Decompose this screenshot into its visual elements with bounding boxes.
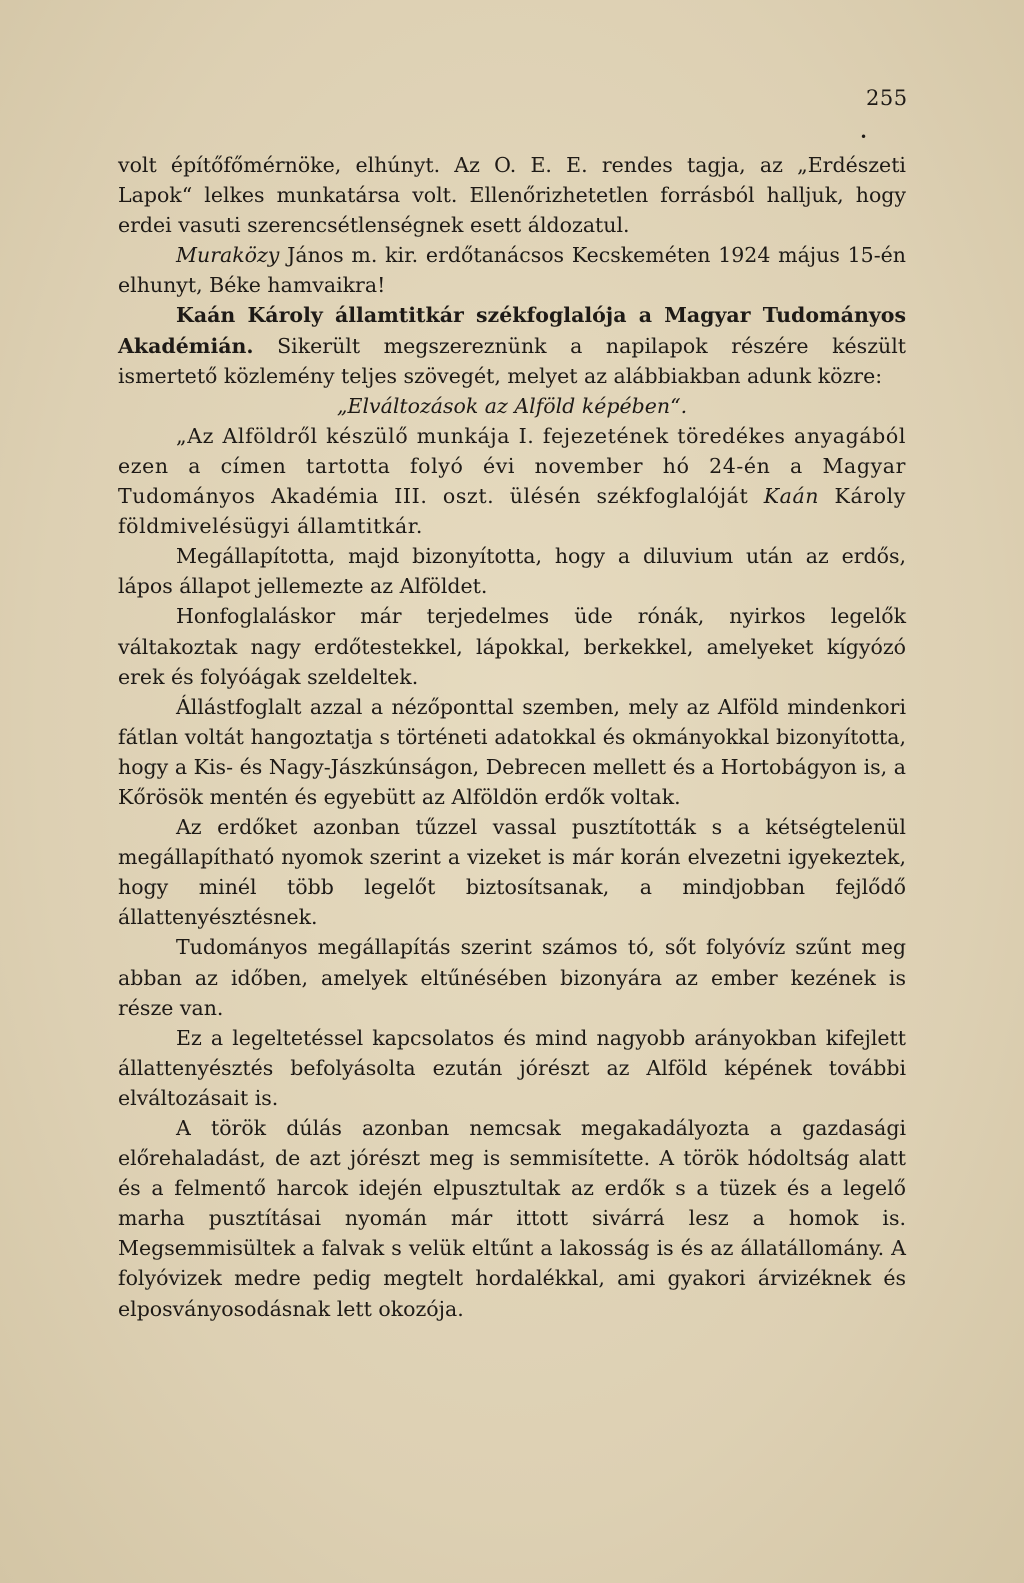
paragraph-announcement: [118, 300, 906, 390]
lecture-title: „Elváltozások az Alföld képében“.: [336, 393, 688, 418]
paragraph: Ez a legeltetéssel kapcsolatos és mind nagyobb arányokban kifejlett állattenyésztés befolyásolta ezután jórészt az Alföld képének további elváltozásait is.: [118, 1025, 906, 1110]
paragraph-text: Károly földmivelésügyi államtitkár.: [118, 484, 906, 539]
page-number: 255: [866, 86, 908, 110]
paragraph-text: János m. kir. erdőtanácsos Kecskeméten 1924 május 15-én elhunyt, Béke hamvaikra!: [118, 243, 906, 298]
bullet-mark: •: [860, 130, 868, 144]
paragraph: Tudományos megállapítás szerint számos tó, sőt folyóvíz szűnt meg abban az időben, amelyek eltűnésében bizonyára az ember kezének is része van.: [118, 935, 906, 1020]
person-name: Muraközy: [176, 243, 280, 268]
paragraph-obituary-1: volt építőfőmérnöke, elhúnyt. Az O. E. E. rendes tagja, az „Erdészeti Lapok“ lelkes munkatársa volt. Ellenőrizhetetlen forrásból halljuk, hogy erdei vasuti szerencsétlenségnek esett áldozatul.: [118, 153, 906, 238]
paragraph-obituary-2: [118, 240, 906, 300]
paragraph-intro: [118, 421, 906, 541]
person-name: Kaán: [763, 484, 820, 509]
paragraph: Az erdőket azonban tűzzel vassal pusztították s a kétségtelenül megállapítható nyomok szerint a vizeket is már korán elvezetni igyekeztek, hogy minél több legelőt biztosítsanak, a mindjobban fejlődő állattenyésztésnek.: [118, 815, 906, 930]
paragraph: A török dúlás azonban nemcsak megakadályozta a gazdasági előrehaladást, de azt jórészt meg is semmisítette. A török hódoltság alatt és a felmentő harcok idején elpusztultak az erdők s a tüzek és a legelő marha pusztításai nyomán már ittott sivárrá lesz a homok is. Megsemmisültek a falvak s velük eltűnt a lakosság is és az állatállomány. A folyóvizek medre pedig megtelt hordalékkal, ami gyakori árvizéknek és elposványosodásnak lett okozója.: [118, 1116, 906, 1321]
paragraph: Állástfoglalt azzal a nézőponttal szemben, mely az Alföld mindenkori fátlan voltát hangoztatja s történeti adatokkal és okmányokkal bizonyította, hogy a Kis- és Nagy-Jászkúnságon, Debrecen mellett és a Hortobágyon is, a Kőrösök mentén és egyebütt az Alföldön erdők voltak.: [118, 694, 906, 809]
paragraph: Megállapította, majd bizonyította, hogy a diluvium után az erdős, lápos állapot jellemezte az Alföldet.: [118, 544, 906, 599]
paragraph-text: Sikerült megszereznünk a napilapok részére készült ismertető közlemény teljes szövegét, melyet az alábbiakban adunk közre:: [118, 333, 906, 388]
section-heading: Kaán Károly államtitkár székfoglalója a Magyar Tudományos Akadémián.: [118, 303, 906, 358]
paragraph-text: „Az Alföldről készülő munkája I. fejezetének töredékes anyagából ezen a címen tartotta folyó évi november hó 24-én a Magyar Tudományos Akadémia III. oszt. ülésén székfoglalóját: [118, 423, 906, 509]
body-text: [118, 150, 906, 1324]
paragraph: Honfoglaláskor már terjedelmes üde rónák, nyirkos legelők váltakoztak nagy erdőtestekkel, lápokkal, berkekkel, amelyeket kígyózó erek és folyóágak szeldeltek.: [118, 604, 906, 689]
